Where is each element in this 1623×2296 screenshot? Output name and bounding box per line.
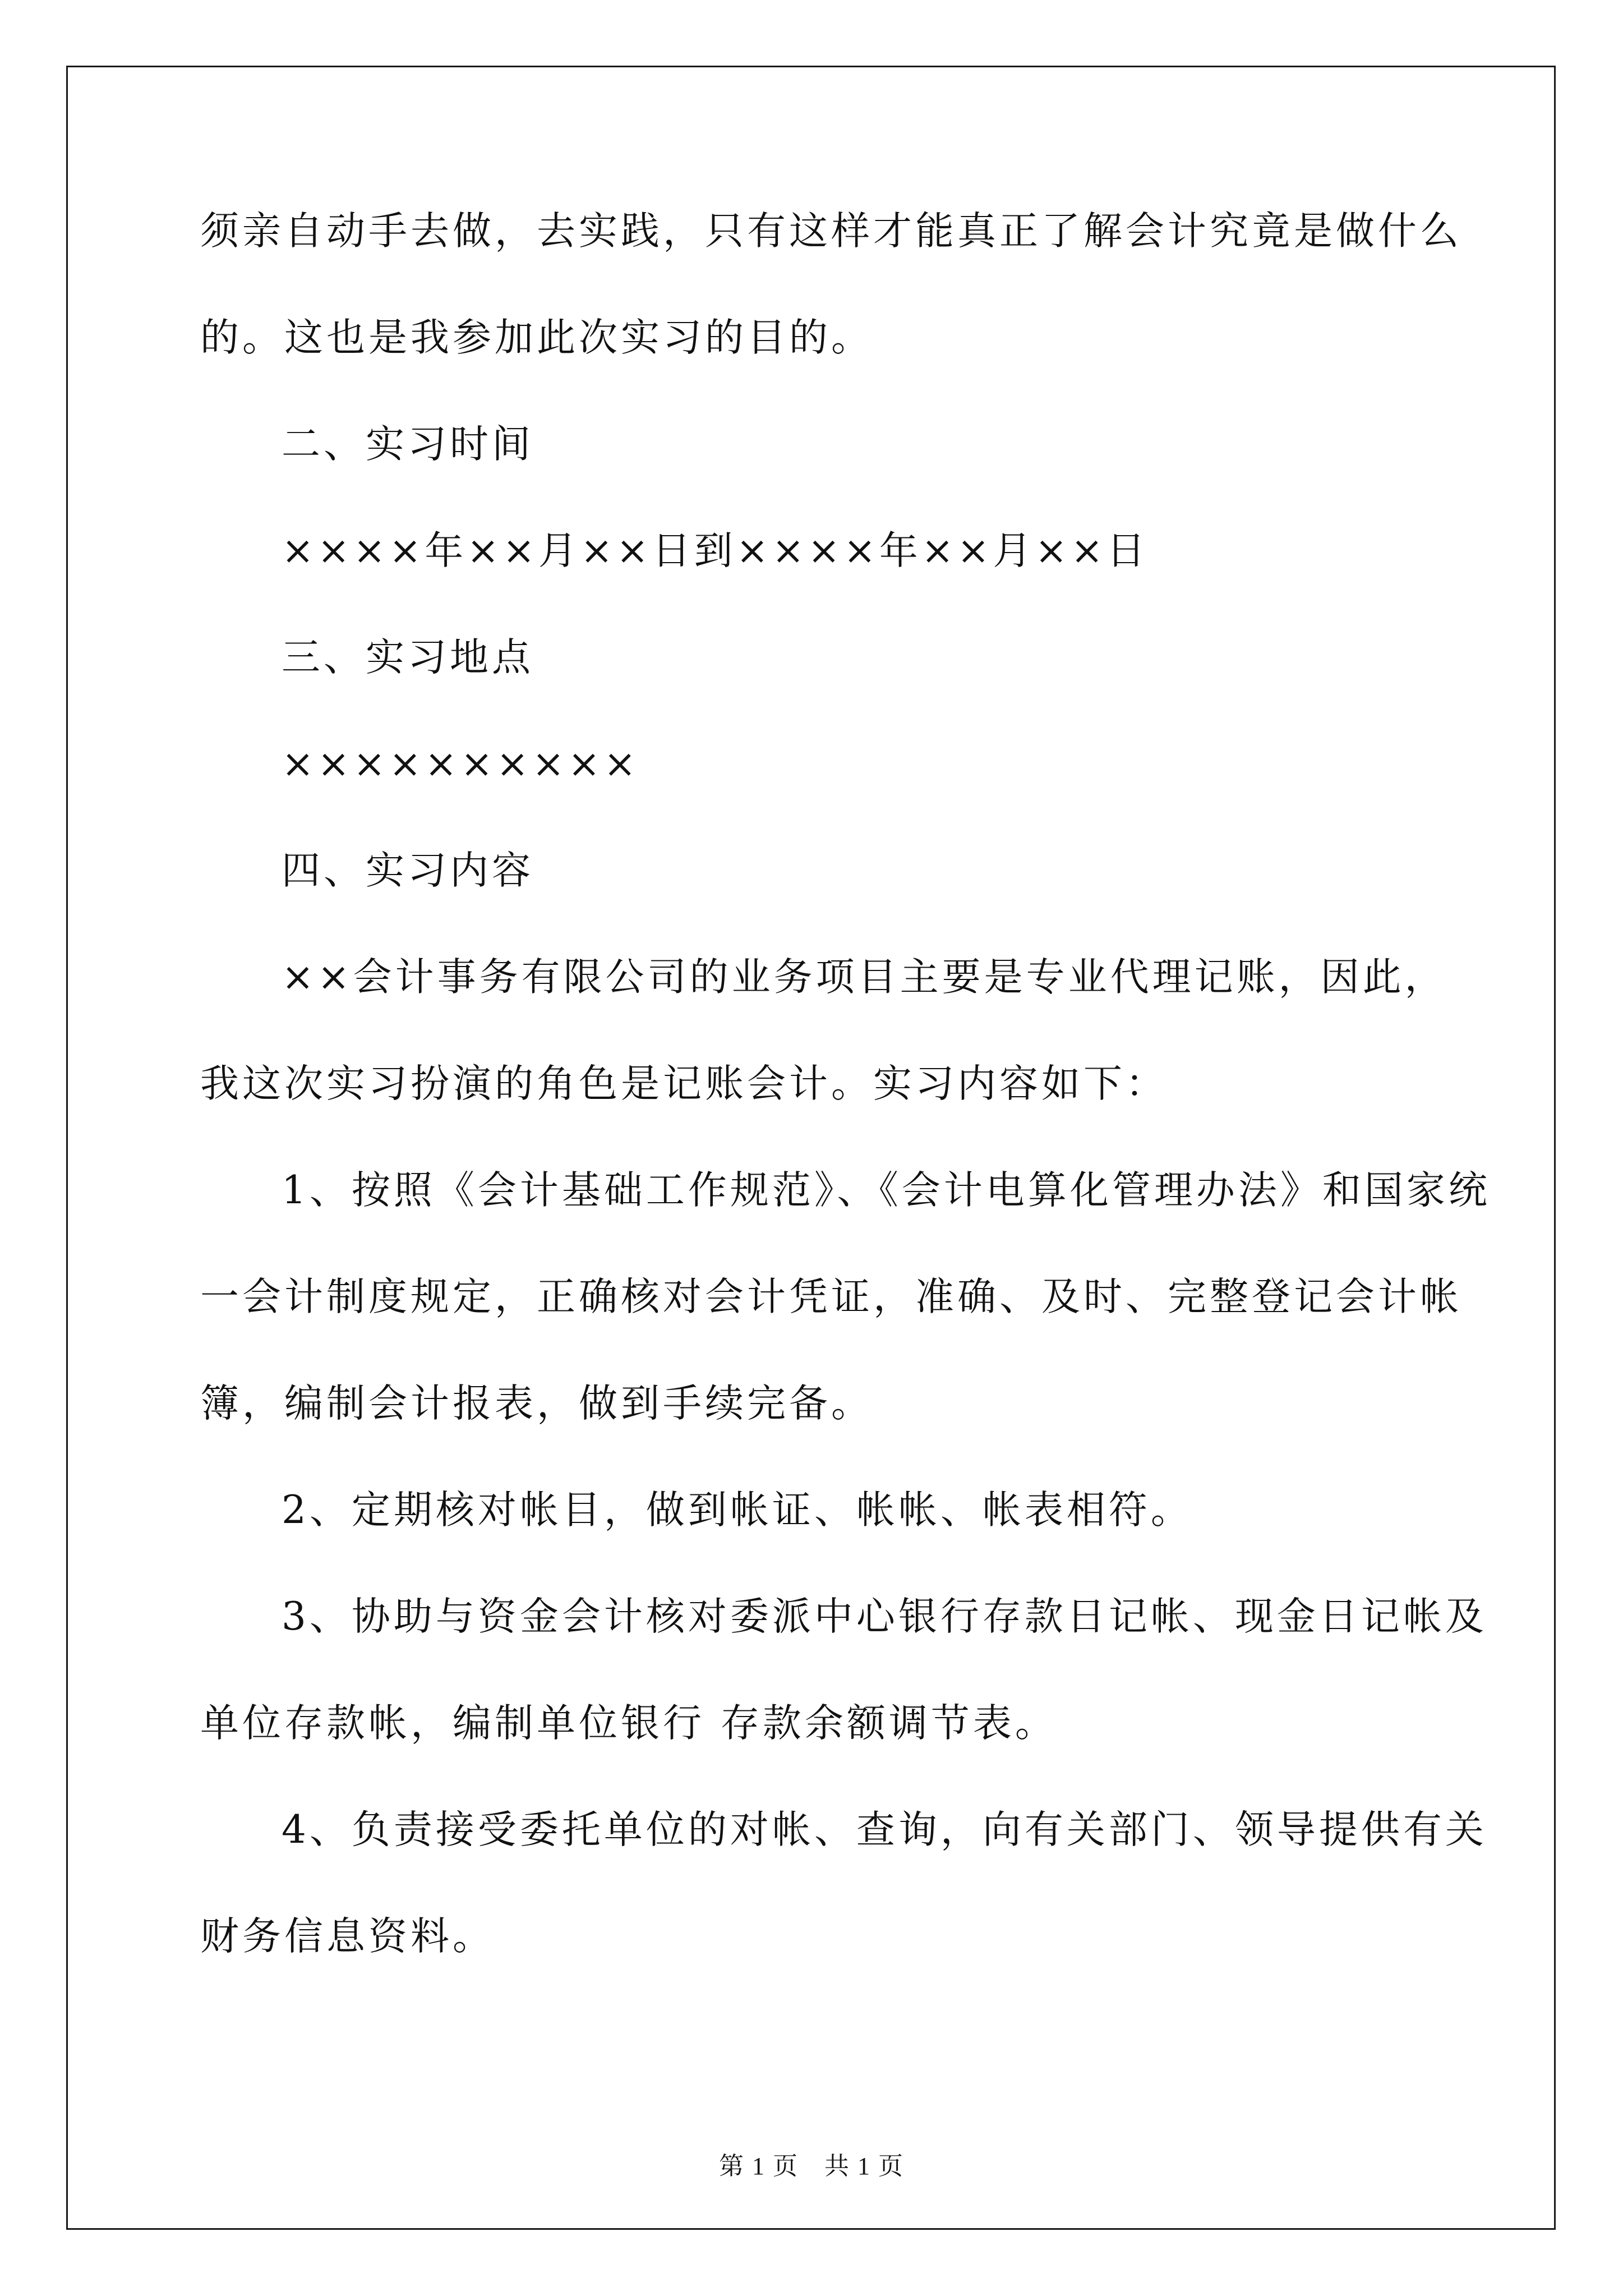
- body-line: ××××××××××: [282, 742, 640, 786]
- body-line: 簿，编制会计报表，做到手续完备。: [200, 1381, 873, 1426]
- section-heading-location: 三、实习地点: [282, 635, 534, 680]
- section-heading-time: 二、实习时间: [282, 422, 534, 467]
- body-line: ××会计事务有限公司的业务项目主要是专业代理记账，因此，: [282, 955, 1447, 1000]
- list-item-2: 2、定期核对帐目，做到帐证、帐帐、帐表相符。: [282, 1488, 1193, 1533]
- body-line: 单位存款帐，编制单位银行 存款余额调节表。: [200, 1701, 1057, 1746]
- page-number-footer: 第 1 页 共 1 页: [719, 2152, 904, 2180]
- list-item-4: 4、负责接受委托单位的对帐、查询，向有关部门、领导提供有关: [282, 1807, 1487, 1852]
- body-line: 财务信息资料。: [200, 1914, 495, 1959]
- list-item-3: 3、协助与资金会计核对委派中心银行存款日记帐、现金日记帐及: [282, 1594, 1487, 1639]
- body-line: 的。这也是我参加此次实习的目的。: [200, 315, 873, 360]
- page-border: [66, 66, 1556, 2230]
- section-heading-content: 四、实习内容: [282, 848, 534, 893]
- body-line: 我这次实习扮演的角色是记账会计。实习内容如下：: [200, 1061, 1168, 1106]
- list-item-1: 1、按照《会计基础工作规范》、《会计电算化管理办法》和国家统: [282, 1168, 1491, 1213]
- body-line: 一会计制度规定，正确核对会计凭证，准确、及时、完整登记会计帐: [200, 1274, 1462, 1319]
- body-line: 须亲自动手去做，去实践，只有这样才能真正了解会计究竟是做什么: [200, 209, 1462, 254]
- body-line: ××××年××月××日到××××年××月××日: [282, 528, 1149, 573]
